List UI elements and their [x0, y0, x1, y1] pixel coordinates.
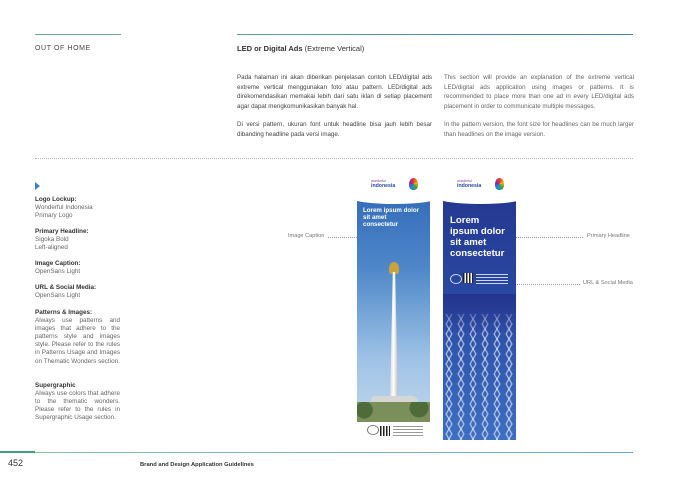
spec-url-social [35, 284, 120, 300]
spec-line: Primary Logo [35, 212, 73, 220]
callout-image-caption: Image Caption [288, 233, 325, 239]
spec-line: OpenSans Light [35, 268, 81, 276]
document-title: Brand and Design Application Guidelines [140, 462, 254, 468]
callout-primary-headline: Primary Headline [587, 233, 630, 239]
top-rule-left [35, 34, 121, 35]
monument-image [390, 272, 398, 402]
bottom-rule-right [35, 452, 633, 453]
spec-supergraphic [35, 382, 120, 422]
spec-heading: Primary Headline: [35, 228, 89, 235]
banner-pattern-version [443, 174, 516, 440]
logo-indonesia-text: indonesia [457, 183, 482, 189]
wonderful-indonesia-logo-icon [495, 178, 504, 190]
section-label: OUT OF HOME [35, 45, 91, 52]
qr-code-icon [380, 426, 390, 436]
top-rule-right [237, 34, 633, 35]
banner-headline: Lorem ipsum dolor sit amet consectetur [363, 207, 420, 228]
banner-footer [357, 422, 430, 440]
spec-patterns-images [35, 309, 120, 366]
intro-en-paragraph-1: This section will provide an explanation of the extreme vertical LED/digital ads application using images or patterns. It is recommended to place more than one ad in every LED/digital ads placement in order to communicate multiple messages. [444, 74, 634, 110]
banner-url-social [450, 272, 508, 288]
spec-line: OpenSans Light [35, 292, 81, 300]
spec-text: Always use colors that adhere to the thematic wonders. Please refer to the rules in Supergraphic Usage section. [35, 390, 120, 422]
page-number: 452 [8, 458, 24, 468]
spec-heading: Image Caption: [35, 260, 81, 267]
spec-text: Always use patterns and images that adhere to the patterns style and images style. Please refer to the rules in Patterns Usage and Images on Thematic Wonders section. [35, 317, 120, 365]
spec-line: Sigoka Bold [35, 236, 69, 244]
title-rest: (Extreme Vertical) [302, 44, 365, 53]
spec-heading: Logo Lockup: [35, 196, 77, 203]
spec-logo-lockup [35, 196, 120, 220]
qr-code-icon [463, 273, 473, 283]
banner-image-version [357, 174, 430, 440]
spec-heading: Patterns & Images: [35, 309, 93, 316]
logo-wonderful-text: wonderful [457, 179, 472, 183]
spec-primary-headline [35, 228, 120, 252]
section-divider [35, 158, 633, 159]
wave-shape [357, 192, 430, 204]
title-bold: LED or Digital Ads [237, 44, 303, 53]
pattern-fade [443, 294, 516, 334]
url-social-lines [393, 426, 423, 436]
spec-heading: URL & Social Media: [35, 284, 97, 291]
intro-indonesian [237, 73, 432, 140]
url-social-lines [476, 274, 508, 284]
spec-line: Left-aligned [35, 244, 68, 252]
logo-indonesia-text: indonesia [371, 183, 396, 189]
badge-icon [450, 274, 462, 284]
triangle-bullet-icon [35, 182, 40, 190]
spec-image-caption [35, 260, 120, 276]
spec-line: Wonderful Indonesia [35, 204, 93, 212]
banner-headline: Lorem ipsum dolor sit amet consectetur [450, 215, 505, 259]
page-title [237, 44, 364, 53]
spec-heading: Supergraphic [35, 382, 76, 389]
bottom-rule-left [0, 451, 35, 453]
wonderful-indonesia-logo-icon [409, 178, 418, 190]
wave-shape [443, 192, 516, 204]
trees-image [357, 402, 430, 422]
badge-icon [367, 425, 379, 435]
logo-wonderful-text: wonderful [371, 179, 386, 183]
intro-id-paragraph-1: Pada halaman ini akan diberikan penjelasan contoh LED/digital ads extreme vertical menggunakan foto atau pattern. LED/digital ads direkomendasikan memakai lebih dari satu iklan di setiap placement agar dapat mengkomunikasikan banyak hal. [237, 74, 432, 110]
intro-en-paragraph-2: In the pattern version, the font size for headlines can be much larger than headlines on the image version. [444, 121, 634, 138]
intro-english [444, 73, 634, 140]
callout-url-social: URL & Social Media [583, 280, 633, 286]
intro-id-paragraph-2: Di versi pattern, ukuran font untuk headline bisa jauh lebih besar dibanding headline pada versi image. [237, 121, 432, 138]
